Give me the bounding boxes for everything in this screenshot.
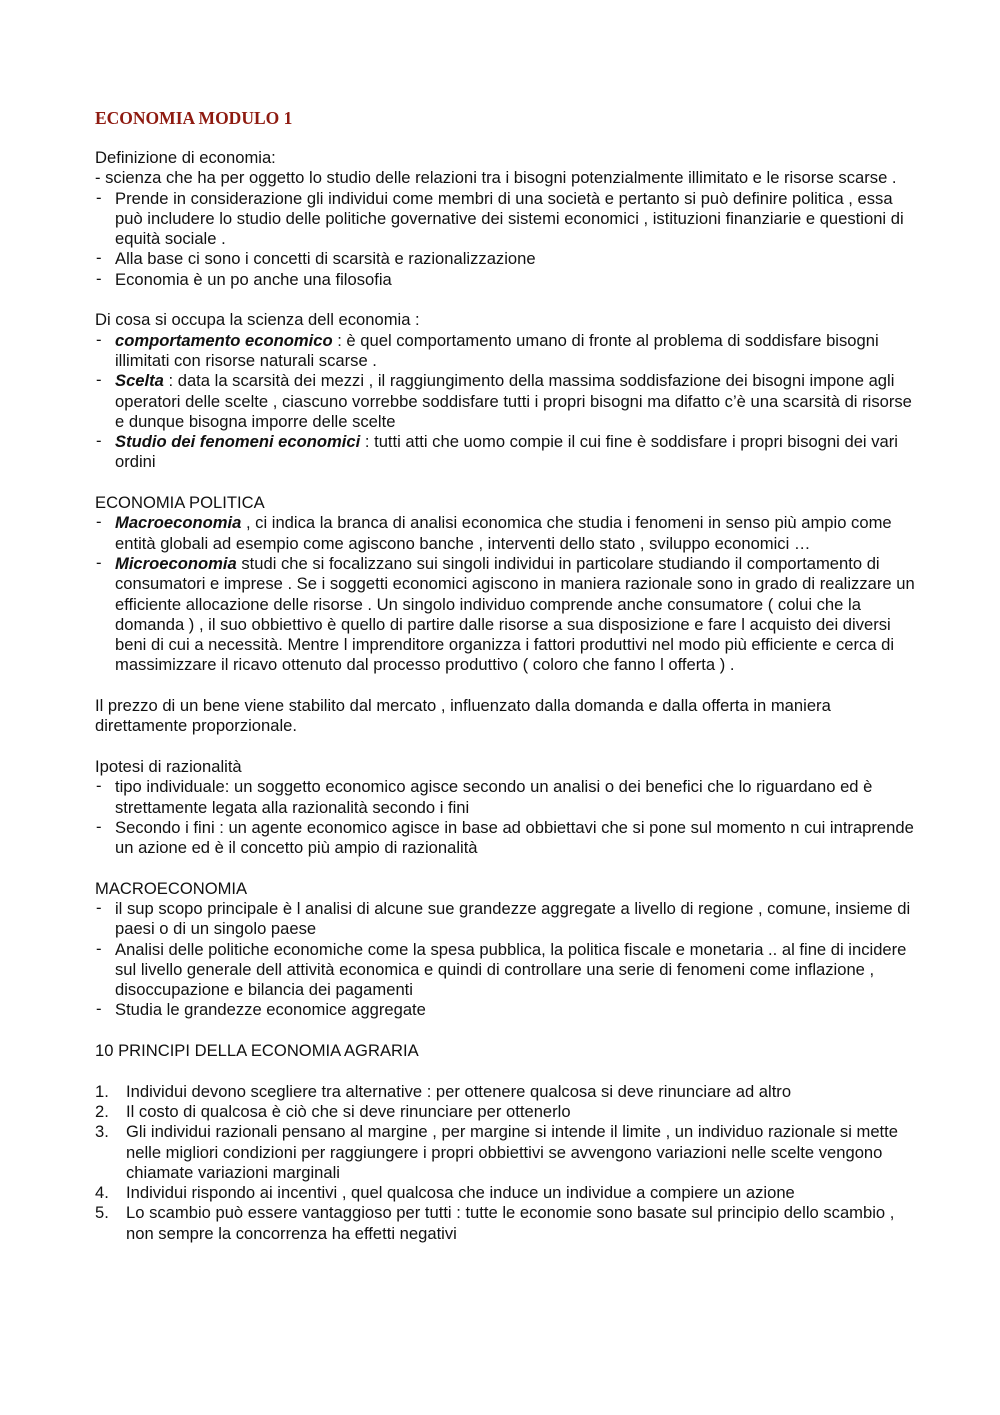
- paragraph-prezzo: Il prezzo di un bene viene stabilito dal mercato , influenzato dalla domanda e dalla offerta in maniera direttamente proporzionale.: [95, 696, 836, 736]
- section-heading: MACROECONOMIA: [95, 878, 248, 898]
- numbered-list: [95, 1082, 915, 1244]
- keyword: Microeconomia: [115, 553, 237, 573]
- list-item: - Alla base ci sono i concetti di scarsità e razionalizzazione: [95, 249, 915, 269]
- section-razionalita: [95, 757, 915, 858]
- section-definizione: [95, 148, 915, 290]
- list-item: - tipo individuale: un soggetto economico agisce secondo un analisi o dei benefici che lo riguardano ed è strettamente legata alla razionalità secondo i fini: [95, 777, 915, 818]
- document-page: [95, 107, 915, 1244]
- dash-list: [95, 189, 915, 290]
- list-item-text: Individui rispondo ai incentivi , quel qualcosa che induce un individue a compiere un azione: [126, 1183, 795, 1203]
- list-item: - Studia le grandezze economice aggregate: [95, 1000, 915, 1020]
- document-title: ECONOMIA MODULO 1: [95, 108, 293, 128]
- section-10-principi: [95, 1041, 915, 1244]
- keyword: Studio dei fenomeni economici: [115, 432, 361, 452]
- section-heading: Definizione di economia:: [95, 148, 276, 167]
- section-heading: ECONOMIA POLITICA: [95, 493, 265, 513]
- list-item: [95, 331, 915, 372]
- list-item-text: : è quel comportamento umano di fronte al problema di soddisfare bisogni illimitati con risorse naturali scarse .: [115, 330, 879, 370]
- list-number: 3.: [95, 1122, 109, 1142]
- section-scienza-economia: [95, 310, 915, 472]
- section-heading: Ipotesi di razionalità: [95, 756, 242, 776]
- list-item: [95, 1122, 915, 1183]
- list-item: [95, 554, 915, 676]
- dash-list: [95, 777, 915, 858]
- list-item: - il sup scopo principale è l analisi di alcune sue grandezze aggregate a livello di regione , comune, insieme di paesi o di un singolo paese: [95, 899, 915, 940]
- list-item-text: Gli individui razionali pensano al margine , per margine si intende il limite , un individuo razionale si mette nelle migliori condizioni per raggiungere i propri obbiettivi se avvengono variazioni nelle scelte vengono chiamate variazioni marginali: [126, 1122, 899, 1182]
- keyword: Scelta: [115, 371, 164, 391]
- list-item: [95, 432, 915, 473]
- section-economia-politica: [95, 493, 915, 676]
- dash-list: [95, 899, 915, 1021]
- list-item: [95, 1203, 915, 1244]
- list-item: [95, 1102, 915, 1122]
- dash-list: [95, 513, 915, 675]
- list-item-text: Individui devono scegliere tra alternative : per ottenere qualcosa si deve rinunciare ad altro: [126, 1081, 792, 1101]
- list-number: 4.: [95, 1183, 109, 1203]
- dash-list: [95, 331, 915, 473]
- section-heading: 10 PRINCIPI DELLA ECONOMIA AGRARIA: [95, 1041, 419, 1061]
- keyword: Macroeconomia: [115, 513, 242, 533]
- list-item-text: Il costo di qualcosa è ciò che si deve rinunciare per ottenerlo: [126, 1101, 571, 1121]
- list-number: 5.: [95, 1203, 109, 1223]
- list-item: [95, 513, 915, 554]
- list-item-text: : data la scarsità dei mezzi , il raggiungimento della massima soddisfazione dei bisogni impone agli operatori delle scelte , ciascuno vorrebbe soddisfare tutti i propri bisogni ma difatto c’è una scarsità di risorse e dunque bisogna imporre delle scelte: [115, 371, 912, 431]
- keyword: comportamento economico: [115, 330, 333, 350]
- list-item: - Prende in considerazione gli individui come membri di una società e pertanto si può definire politica , essa può includere lo studio delle politiche governative dei sistemi economici , istituzioni finanziarie e questioni di equità sociale .: [95, 189, 915, 250]
- list-item: - Analisi delle politiche economiche come la spesa pubblica, la politica fiscale e monetaria .. al fine di incidere sul livello generale dell attività economica e quindi di controllare una serie di fenomeni come inflazione , disoccupazione e bilancia dei pagamenti: [95, 940, 915, 1001]
- list-item: [95, 1183, 915, 1203]
- list-item-text: , ci indica la branca di analisi economica che studia i fenomeni in senso più ampio come entità globali ad esempio come agiscono banche , interventi dello stato , sviluppo economici …: [115, 513, 892, 553]
- definition-text: - scienza che ha per oggetto lo studio delle relazioni tra i bisogni potenzialmente illimitato e le risorse scarse .: [95, 168, 897, 188]
- list-item-text: studi che si focalizzano sui singoli individui in particolare studiando il comportamento di consumatori e imprese . Se i soggetti economici agiscono in maniera razionale sono in grado di realizzare un efficiente allocazione delle risorse . Un singolo individuo comprende anche consumatore ( colui che la domanda ) , il suo obbiettivo è quello di partire dalle risorse a sua disposizione e fare l acquisto dei diversi beni di cui a necessità. Mentre l imprenditore organizza i fattori produttivi nel modo più efficiente e cerca di massimizzare il ricavo ottenuto dal processo produttivo ( coloro che fanno l offerta ) .: [115, 553, 915, 675]
- section-heading: Di cosa si occupa la scienza dell economia :: [95, 310, 420, 330]
- list-item: [95, 371, 915, 432]
- list-number: 1.: [95, 1081, 109, 1101]
- list-item-text: : tutti atti che uomo compie il cui fine è soddisfare i propri bisogni dei vari ordini: [115, 432, 898, 472]
- list-item: [95, 1082, 915, 1102]
- list-item: - Secondo i fini : un agente economico agisce in base ad obbiettavi che si pone sul momento n cui intraprende un azione ed è il concetto più ampio di razionalità: [95, 818, 915, 859]
- list-item-text: Lo scambio può essere vantaggioso per tutti : tutte le economie sono basate sul principio dello scambio , non sempre la concorrenza ha effetti negativi: [126, 1203, 895, 1243]
- section-macroeconomia: [95, 879, 915, 1021]
- list-item: - Economia è un po anche una filosofia: [95, 270, 915, 290]
- list-number: 2.: [95, 1101, 109, 1121]
